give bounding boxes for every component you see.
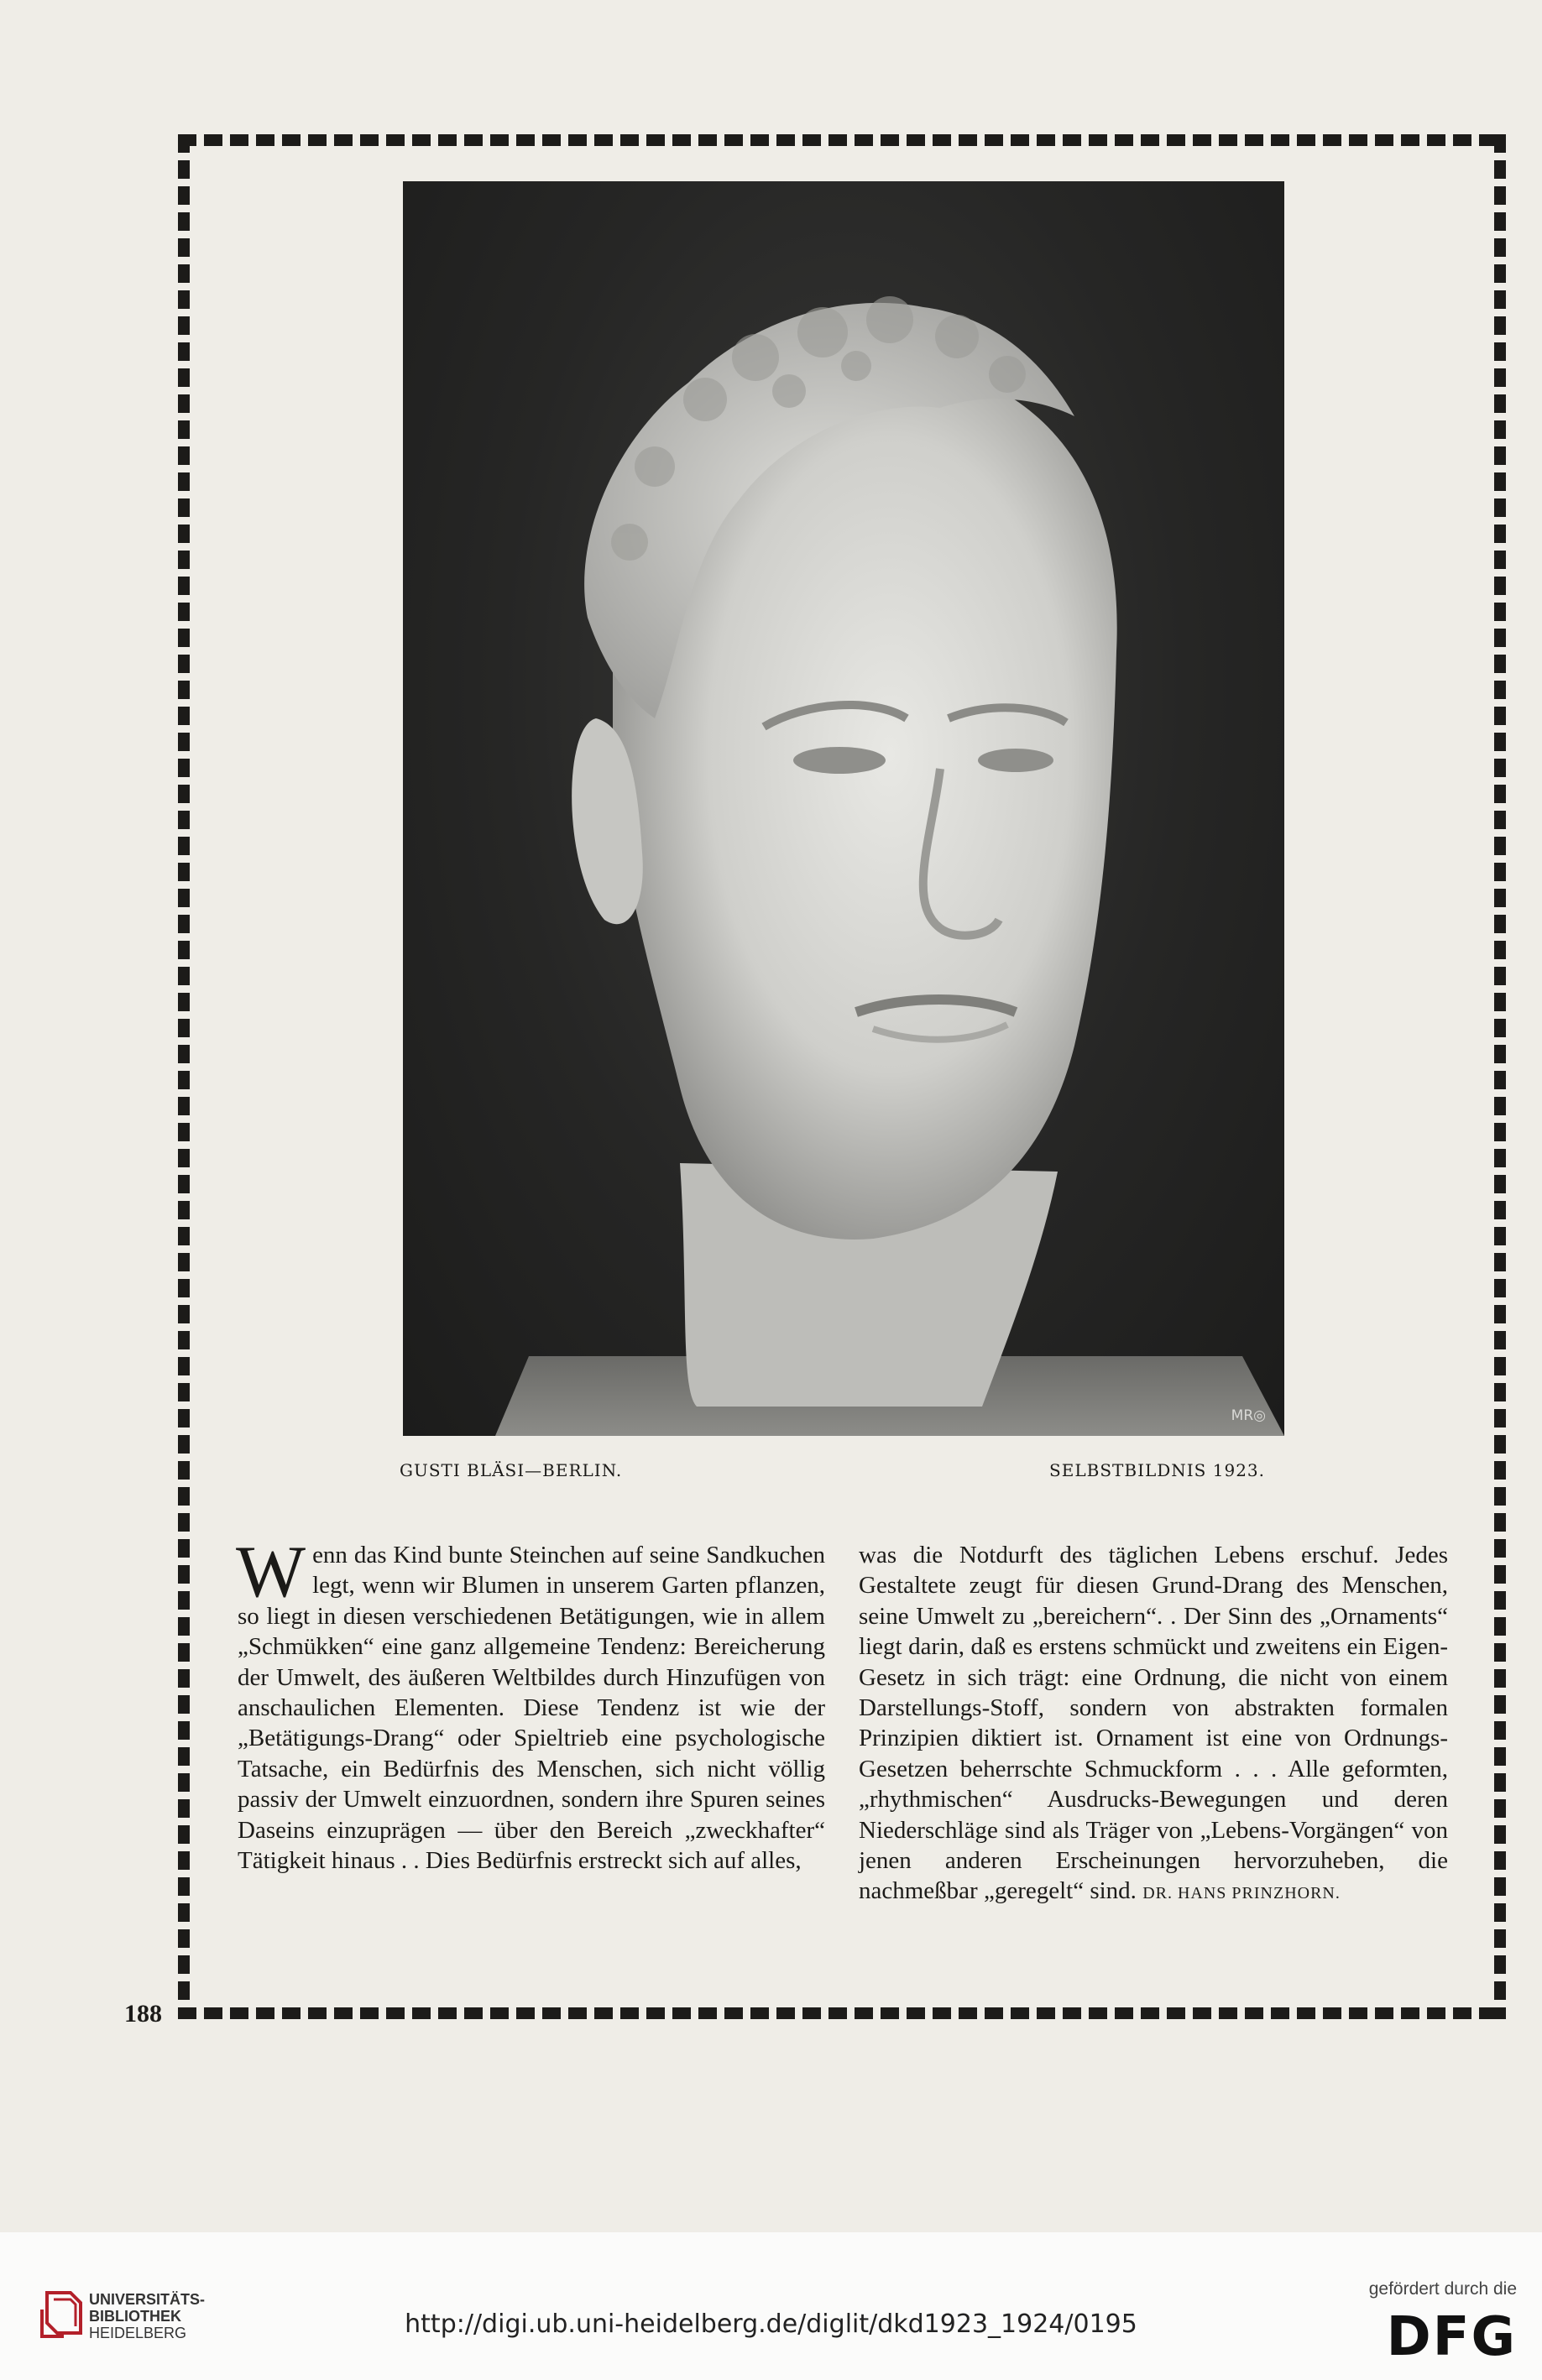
sculpture-photograph	[403, 181, 1284, 1436]
dfg-logo: DFG	[1386, 2306, 1517, 2368]
digitization-footer	[0, 2232, 1542, 2380]
frame-right-border	[1494, 134, 1506, 2019]
article-column-left	[236, 1532, 825, 1876]
page-number: 188	[124, 2000, 162, 2028]
university-library-name: UNIVERSITÄTS- BIBLIOTHEK HEIDELBERG	[89, 2291, 206, 2341]
caption-artist: GUSTI BLÄSI—BERLIN.	[400, 1460, 623, 1480]
funded-by-label: gefördert durch die	[1368, 2279, 1517, 2299]
caption-title: SELBSTBILDNIS 1923.	[1049, 1460, 1265, 1480]
photographer-monogram: MR◎	[1231, 1407, 1266, 1424]
article-column-right	[859, 1540, 1448, 1909]
frame-left-border	[178, 134, 190, 2019]
article-text-left: enn das Kind bunte Steinchen auf seine Sandkuchen legt, wenn wir Blumen in unserem Garten pflanzen, so liegt in diesen verschiedenen Betätigungen, wie in allem „Schmükken“ eine ganz allgemeine Tendenz: Bereicherung der Umwelt, des äußeren Weltbildes durch Hinzufügen von anschaulichen Elementen. Diese Tendenz ist wie der „Betätigungs-Drang“ oder Spieltrieb eine psychologische Tatsache, ein Bedürfnis des Menschen, sich nicht völlig passiv der Umwelt einzuordnen, sondern ihre Spuren seines Daseins einzuprägen — über den Bereich „zweckhafter“ Tätigkeit hinaus . . Dies Bedürfnis erstreckt sich auf alles,	[238, 1542, 825, 1875]
author-byline: DR. HANS PRINZHORN.	[1142, 1884, 1341, 1903]
permalink-url[interactable]: http://digi.ub.uni-heidelberg.de/diglit/dkd1923_1924/0195	[405, 2310, 1137, 2339]
article-text-right: was die Notdurft des täglichen Lebens erschuf. Jedes Gestaltete zeugt für diesen Grund-Drang des Menschen, seine Umwelt zu „bereichern“. . Der Sinn des „Ornaments“ liegt darin, daß es erstens schmückt und zweitens ein Eigen-Gesetz in sich trägt: eine Ordnung, die nicht von einem Darstellungs-Stoff, sondern von abstrakten formalen Prinzipien diktiert ist. Ornament ist eine von Ordnungs-Gesetzen beherrschte Schmuckform . . . Alle geformten, „rhythmischen“ Ausdrucks-Bewegungen und deren Niederschläge sind als Träger von „Lebens-Vorgängen“ von jenen anderen Erscheinungen hervorzuheben, die nachmeßbar „geregelt“ sind.	[859, 1542, 1448, 1905]
frame-bottom-border	[178, 2007, 1506, 2019]
drop-cap: W	[236, 1532, 306, 1613]
sculpture-head-illustration	[403, 181, 1284, 1436]
frame-top-border	[178, 134, 1506, 146]
